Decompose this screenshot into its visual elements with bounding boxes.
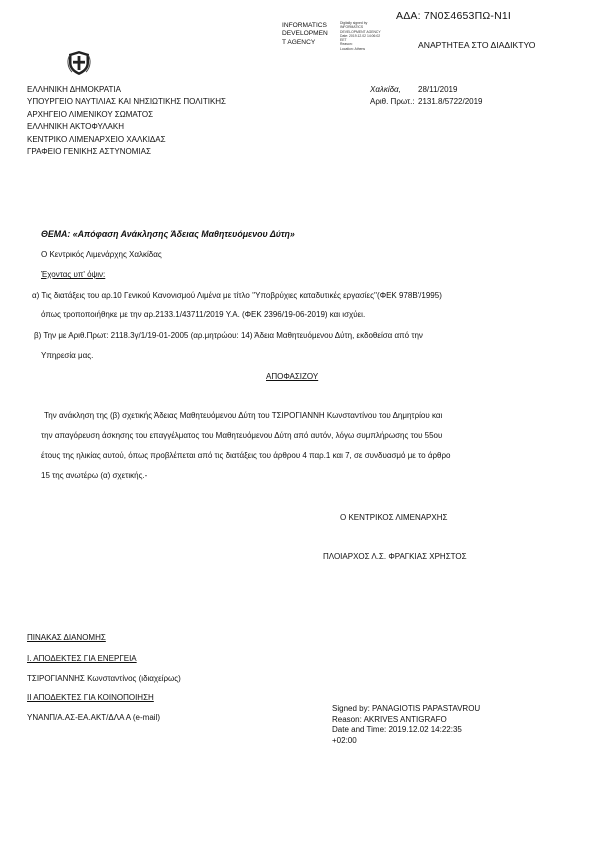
item-b-line: Υπηρεσία μας. bbox=[41, 351, 94, 360]
date-protocol-block bbox=[370, 84, 483, 109]
signature-line: Date and Time: 2019.12.02 14:22:35 bbox=[332, 725, 462, 734]
header-line: ΑΡΧΗΓΕΙΟ ΛΙΜΕΝΙΚΟΥ ΣΩΜΑΤΟΣ bbox=[27, 109, 154, 119]
stamp-line: Date: 2019.12.02 14:06:02 bbox=[340, 33, 381, 38]
decision-heading: ΑΠΟΦΑΣΙΖΟΥ bbox=[266, 372, 319, 381]
digital-signature-block bbox=[332, 704, 480, 746]
protocol-label: Αριθ. Πρωτ.: bbox=[370, 97, 415, 107]
stamp-line: EET bbox=[340, 38, 347, 43]
stamp-line: Digitally signed by bbox=[340, 21, 368, 25]
header-line: ΕΛΛΗΝΙΚΗ ΑΚΤΟΦΥΛΑΚΗ bbox=[27, 122, 124, 132]
stamp-line: Reason: bbox=[340, 42, 353, 47]
having-regard-heading: Έχοντας υπ' όψιν: bbox=[41, 270, 106, 279]
info-dev-line: T AGENCY bbox=[282, 38, 316, 46]
stamp-line: INFORMATICS bbox=[340, 25, 364, 30]
informatics-agency-label bbox=[282, 22, 340, 47]
decision-line: έτους της ηλικίας αυτού, όπως προβλέπεται από τις διατάξεις του άρθρου 4 παρ.1 και 7, σε συνδυασμό με το άρθρο bbox=[41, 451, 451, 460]
posted-online-label: ΑΝΑΡΤΗΤΕΑ ΣΤΟ ΔΙΑΔΙΚΤΥΟ bbox=[418, 40, 536, 50]
digital-signature-stamp bbox=[340, 21, 390, 51]
signer-title: Ο ΚΕΝΤΡΙΚΟΣ ΛΙΜΕΝΑΡΧΗΣ bbox=[340, 513, 448, 522]
signer-name: ΠΛΟΙΑΡΧΟΣ Λ.Σ. ΦΡΑΓΚΙΑΣ ΧΡΗΣΤΟΣ bbox=[323, 552, 467, 561]
place-label: Χαλκίδα, bbox=[370, 85, 401, 94]
header-line: ΥΠΟΥΡΓΕΙΟ ΝΑΥΤΙΛΙΑΣ ΚΑΙ ΝΗΣΙΩΤΙΚΗΣ ΠΟΛΙΤΙΚΗΣ bbox=[27, 97, 226, 107]
header-line: ΚΕΝΤΡΙΚΟ ΛΙΜΕΝΑΡΧΕΙΟ ΧΑΛΚΙΔΑΣ bbox=[27, 134, 166, 144]
info-dev-line: INFORMATICS bbox=[282, 22, 327, 29]
signature-line: Signed by: PANAGIOTIS PAPASTAVROU bbox=[332, 704, 481, 713]
distribution-action-title: Ι. ΑΠΟΔΕΚΤΕΣ ΓΙΑ ΕΝΕΡΓΕΙΑ bbox=[27, 654, 137, 663]
signature-line: +02:00 bbox=[332, 735, 357, 745]
info-dev-line: DEVELOPMEN bbox=[282, 30, 328, 38]
item-a-line: όπως τροποποιήθηκε με την αρ.2133.1/43711/2019 Υ.Α. (ΦΕΚ 2396/19-06-2019) και ισχύει. bbox=[41, 310, 366, 319]
greek-state-emblem-icon bbox=[67, 50, 91, 76]
signature-line: Reason: AKRIVES ANTIGRAFO bbox=[332, 714, 447, 724]
protocol-number: 2131.8/5722/2019 bbox=[418, 97, 483, 107]
decision-line: Την ανάκληση της (β) σχετικής Άδειας Μαθητευόμενου Δύτη του ΤΣΙΡΟΓΙΑΝΝΗ Κωνσταντίνου του Δημητρίου και bbox=[44, 411, 443, 420]
header-line: ΓΡΑΦΕΙΟ ΓΕΝΙΚΗΣ ΑΣΤΥΝΟΜΙΑΣ bbox=[27, 147, 151, 157]
issuer-line: Ο Κεντρικός Λιμενάρχης Χαλκίδας bbox=[41, 250, 162, 259]
authority-header bbox=[27, 84, 226, 158]
distribution-action-item: ΤΣΙΡΟΓΙΑΝΝΗΣ Κωνσταντίνος (ιδιαχείρως) bbox=[27, 674, 181, 683]
item-b-line: β) Την με Αριθ.Πρωτ: 2118.3γ/1/19-01-2005 (αρ.μητρώου: 14) Άδεια Μαθητευόμενου Δύτη, εκδοθείσα από την bbox=[34, 331, 423, 340]
item-a-line: α) Τις διατάξεις του αρ.10 Γενικού Κανονισμού Λιμένα με τίτλο ''Υποβρύχιες καταδυτικές εργασίες''(ΦΕΚ 978Β'/1995) bbox=[32, 291, 442, 300]
date-value: 28/11/2019 bbox=[418, 85, 458, 94]
stamp-line: DEVELOPMENT AGENCY bbox=[340, 29, 381, 34]
distribution-info-item: ΥΝΑΝΠ/Α.ΑΣ-ΕΑ.ΑΚΤ/ΔΛΑ Α (e-mail) bbox=[27, 713, 160, 722]
distribution-title: ΠΙΝΑΚΑΣ ΔΙΑΝΟΜΗΣ bbox=[27, 633, 106, 642]
decision-line: 15 της ανωτέρω (α) σχετικής.- bbox=[41, 471, 148, 480]
decision-line: την απαγόρευση άσκησης του επαγγέλματος του Μαθητευόμενου Δύτη από αυτόν, λόγω συμπλήρωσης του 55ου bbox=[41, 431, 443, 440]
ada-code: ΑΔΑ: 7Ν0Σ4653ΠΩ-Ν1Ι bbox=[396, 10, 512, 22]
distribution-info-title: ΙΙ ΑΠΟΔΕΚΤΕΣ ΓΙΑ ΚΟΙΝΟΠΟΙΗΣΗ bbox=[27, 693, 154, 702]
stamp-line: Location: Athens bbox=[340, 46, 366, 51]
header-line: ΕΛΛΗΝΙΚΗ ΔΗΜΟΚΡΑΤΙΑ bbox=[27, 85, 121, 94]
subject-line: ΘΕΜΑ: «Απόφαση Ανάκλησης Άδειας Μαθητευόμενου Δύτη» bbox=[41, 229, 295, 239]
